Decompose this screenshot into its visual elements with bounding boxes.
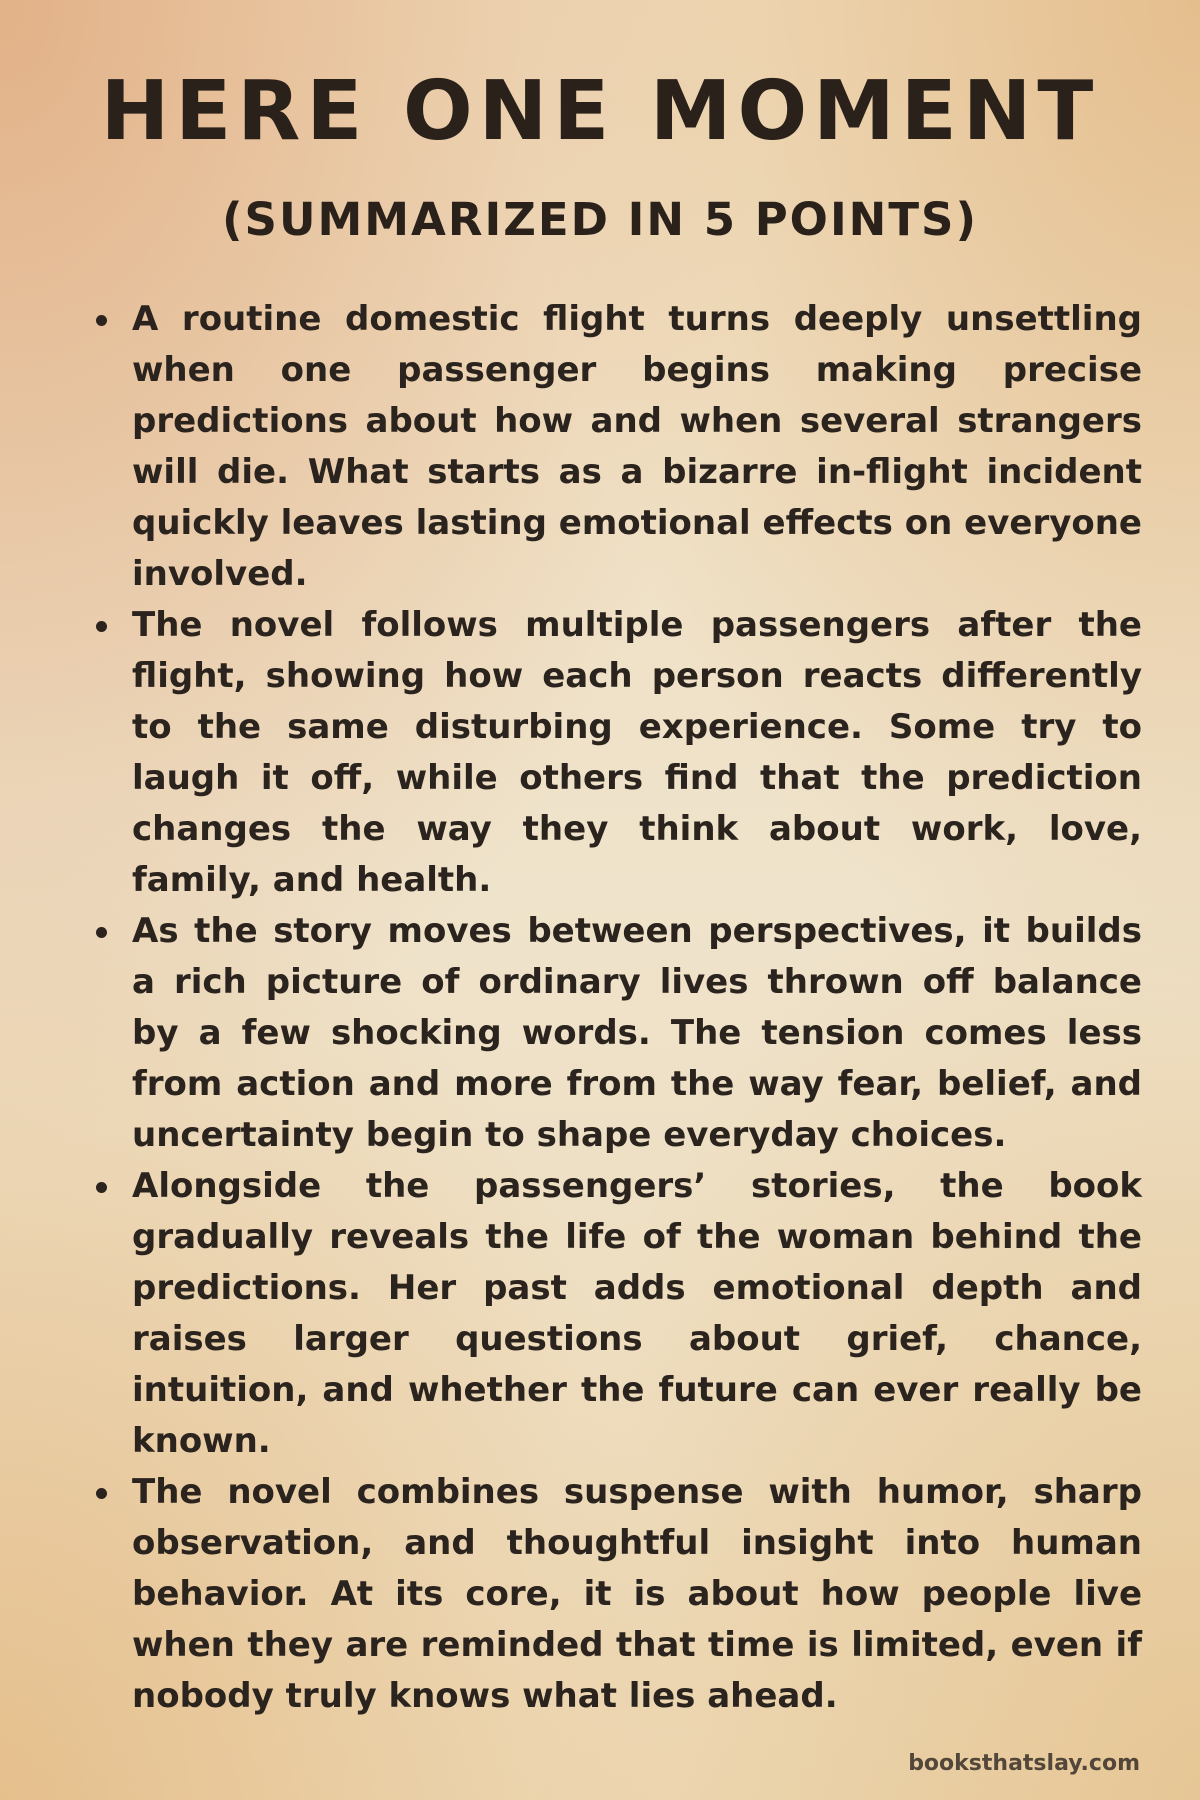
- summary-point-text: Alongside the passengers’ stories, the book gradually reveals the life of the woman behind the predictions. Her past adds emotional depth and raises larger questions about grief, chance, intuition, and whether the future can ever really be known.: [132, 1166, 1142, 1461]
- bullet-icon: [96, 315, 107, 326]
- bullet-icon: [96, 621, 107, 632]
- bullet-icon: [96, 927, 107, 938]
- summary-point-1: [92, 294, 1142, 600]
- summary-point-text: The novel combines suspense with humor, sharp observation, and thoughtful insight into human behavior. At its core, it is about how people live when they are reminded that time is limited, even if nobody truly knows what lies ahead.: [132, 1472, 1142, 1716]
- summary-points-list: [92, 294, 1142, 1722]
- summary-point-5: [92, 1467, 1142, 1722]
- bullet-icon: [96, 1182, 107, 1193]
- summary-point-3: [92, 906, 1142, 1161]
- page-title: HERE ONE MOMENT: [100, 64, 1100, 159]
- summary-point-2: [92, 600, 1142, 906]
- summary-point-4: [92, 1161, 1142, 1467]
- summary-point-text: As the story moves between perspectives, it builds a rich picture of ordinary lives thrown off balance by a few shocking words. The tension comes less from action and more from the way fear, belief, and uncertainty begin to shape everyday choices.: [132, 911, 1142, 1155]
- summary-point-text: The novel follows multiple passengers after the flight, showing how each person reacts differently to the same disturbing experience. Some try to laugh it off, while others find that the prediction changes the way they think about work, love, family, and health.: [132, 605, 1142, 900]
- summary-point-text: A routine domestic flight turns deeply unsettling when one passenger begins making precise predictions about how and when several strangers will die. What starts as a bizarre in-flight incident quickly leaves lasting emotional effects on everyone involved.: [132, 299, 1142, 594]
- bullet-icon: [96, 1488, 107, 1499]
- page-subtitle: (SUMMARIZED IN 5 POINTS): [221, 193, 979, 246]
- site-watermark: booksthatslay.com: [908, 1751, 1140, 1776]
